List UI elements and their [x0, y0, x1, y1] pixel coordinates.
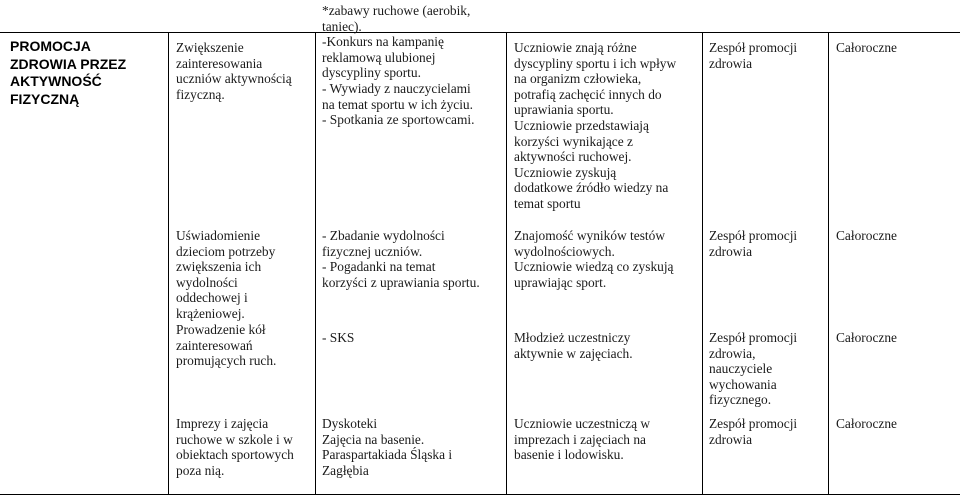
task-text-line: Zagłębia — [322, 462, 369, 478]
responsible-text-line: zdrowia — [709, 243, 753, 259]
column-divider-3 — [506, 32, 507, 495]
timing-text-line: Całoroczne — [836, 228, 897, 243]
heading-line: PROMOCJA — [10, 38, 91, 54]
goal-text-line: krążeniowej. — [176, 305, 245, 321]
outcome-text-line: aktywności ruchowej. — [514, 149, 632, 165]
column-divider-1 — [168, 32, 169, 495]
table-border-top — [0, 32, 960, 33]
task-text-line: Dyskoteki — [322, 416, 378, 431]
outcome-cell-3 — [514, 330, 633, 361]
task-cell-2 — [322, 228, 480, 290]
outcome-text-line: temat sportu — [514, 195, 581, 211]
task-text-line: Zajęcia na basenie. — [322, 431, 425, 447]
goal-text-line: Uświadomienie — [176, 228, 261, 243]
timing-cell-2 — [836, 228, 897, 244]
task-text-line: - Pogadanki na temat — [322, 259, 436, 275]
outcome-text-line: aktywnie w zajęciach. — [514, 345, 633, 361]
goal-text-line: Zwiększenie — [176, 40, 244, 55]
goal-text-line: promujących ruch. — [176, 353, 277, 369]
timing-text-line: Całoroczne — [836, 40, 897, 55]
outcome-text-line: dyscypliny sportu i ich wpływ — [514, 55, 677, 71]
goal-cell-2 — [176, 228, 275, 322]
outcome-text-line: Uczniowie wiedzą co zyskują — [514, 259, 674, 275]
goal-text-line: uczniów aktywnością — [176, 71, 292, 87]
responsible-text-line: Zespół promocji — [709, 416, 798, 431]
task-text-line: dyscypliny sportu. — [322, 65, 421, 81]
outcome-text-line: uprawiania sportu. — [514, 102, 614, 118]
goal-text-line: Prowadzenie kół — [176, 322, 266, 337]
goal-text-line: poza nią. — [176, 462, 225, 478]
task-text-line: Paraspartakiada Śląska i — [322, 447, 453, 463]
heading-line: FIZYCZNĄ — [10, 90, 80, 107]
timing-cell-4 — [836, 416, 897, 432]
outcome-text-line: wydolnościowych. — [514, 243, 615, 259]
timing-text-line: Całoroczne — [836, 330, 897, 345]
outcome-text-line: potrafią zachęcić innych do — [514, 86, 662, 102]
goal-text-line: Imprezy i zajęcia — [176, 416, 269, 431]
outcome-text-line: Uczniowie uczestniczą w — [514, 416, 651, 431]
goal-text-line: fizyczną. — [176, 86, 225, 102]
responsible-text-line: wychowania — [709, 376, 777, 392]
outcome-cell-2 — [514, 228, 674, 290]
column-divider-5 — [828, 32, 829, 495]
responsible-text-line: Zespół promocji — [709, 330, 798, 345]
outcome-text-line: korzyści wynikające z — [514, 133, 633, 149]
outcome-text-line: Młodzież uczestniczy — [514, 330, 631, 345]
heading-line: AKTYWNOŚĆ — [10, 73, 102, 89]
responsible-cell-3 — [709, 330, 797, 408]
task-text-line: na temat sportu w ich życiu. — [322, 96, 473, 112]
task-text-line: *zabawy ruchowe (aerobik, — [322, 3, 471, 18]
responsible-cell-2 — [709, 228, 797, 259]
heading-line: ZDROWIA PRZEZ — [10, 55, 127, 72]
task-text-line: - SKS — [322, 330, 355, 345]
responsible-text-line: zdrowia — [709, 431, 753, 447]
goal-text-line: dzieciom potrzeby — [176, 243, 276, 259]
responsible-text-line: Zespół promocji — [709, 40, 798, 55]
task-cell-1 — [322, 3, 474, 128]
responsible-text-line: Zespół promocji — [709, 228, 798, 243]
task-text-line: - Spotkania ze sportowcami. — [322, 112, 475, 128]
responsible-text-line: zdrowia, — [709, 345, 756, 361]
timing-cell-1 — [836, 40, 897, 56]
goal-cell-1 — [176, 40, 292, 102]
outcome-text-line: Uczniowie znają różne — [514, 40, 637, 55]
outcome-text-line: Uczniowie przedstawiają — [514, 117, 649, 133]
goal-text-line: oddechowej i — [176, 290, 248, 306]
outcome-cell-4 — [514, 416, 650, 463]
task-text-line: taniec). — [322, 18, 362, 34]
goal-cell-4 — [176, 416, 294, 478]
task-text-line: korzyści z uprawiania sportu. — [322, 274, 480, 290]
column-divider-2 — [315, 32, 316, 495]
responsible-cell-4 — [709, 416, 797, 447]
section-heading — [10, 38, 126, 108]
responsible-cell-1 — [709, 40, 797, 71]
outcome-text-line: Znajomość wyników testów — [514, 228, 665, 243]
table-border-bottom — [0, 494, 960, 495]
timing-cell-3 — [836, 330, 897, 346]
responsible-text-line: fizycznego. — [709, 392, 772, 408]
task-cell-4 — [322, 416, 452, 478]
goal-text-line: ruchowe w szkole i w — [176, 431, 293, 447]
goal-text-line: zainteresowania — [176, 55, 263, 71]
outcome-text-line: uprawiając sport. — [514, 274, 607, 290]
timing-text-line: Całoroczne — [836, 416, 897, 431]
task-cell-3 — [322, 330, 354, 346]
task-text-line: - Wywiady z nauczycielami — [322, 80, 471, 96]
goal-text-line: zainteresowań — [176, 337, 253, 353]
task-text-line: reklamową ulubionej — [322, 49, 436, 65]
outcome-text-line: Uczniowie zyskują — [514, 164, 617, 180]
goal-cell-3 — [176, 322, 276, 369]
outcome-text-line: dodatkowe źródło wiedzy na — [514, 180, 669, 196]
goal-text-line: obiektach sportowych — [176, 447, 294, 463]
outcome-text-line: na organizm człowieka, — [514, 71, 642, 87]
goal-text-line: zwiększenia ich — [176, 259, 262, 275]
responsible-text-line: nauczyciele — [709, 361, 773, 377]
outcome-cell-1 — [514, 40, 676, 212]
outcome-text-line: imprezach i zajęciach na — [514, 431, 646, 447]
goal-text-line: wydolności — [176, 274, 238, 290]
responsible-text-line: zdrowia — [709, 55, 753, 71]
task-text-line: - Zbadanie wydolności — [322, 228, 445, 243]
column-divider-4 — [702, 32, 703, 495]
task-text-line: -Konkurs na kampanię — [322, 34, 444, 50]
task-text-line: fizycznej uczniów. — [322, 243, 423, 259]
outcome-text-line: basenie i lodowisku. — [514, 447, 624, 463]
